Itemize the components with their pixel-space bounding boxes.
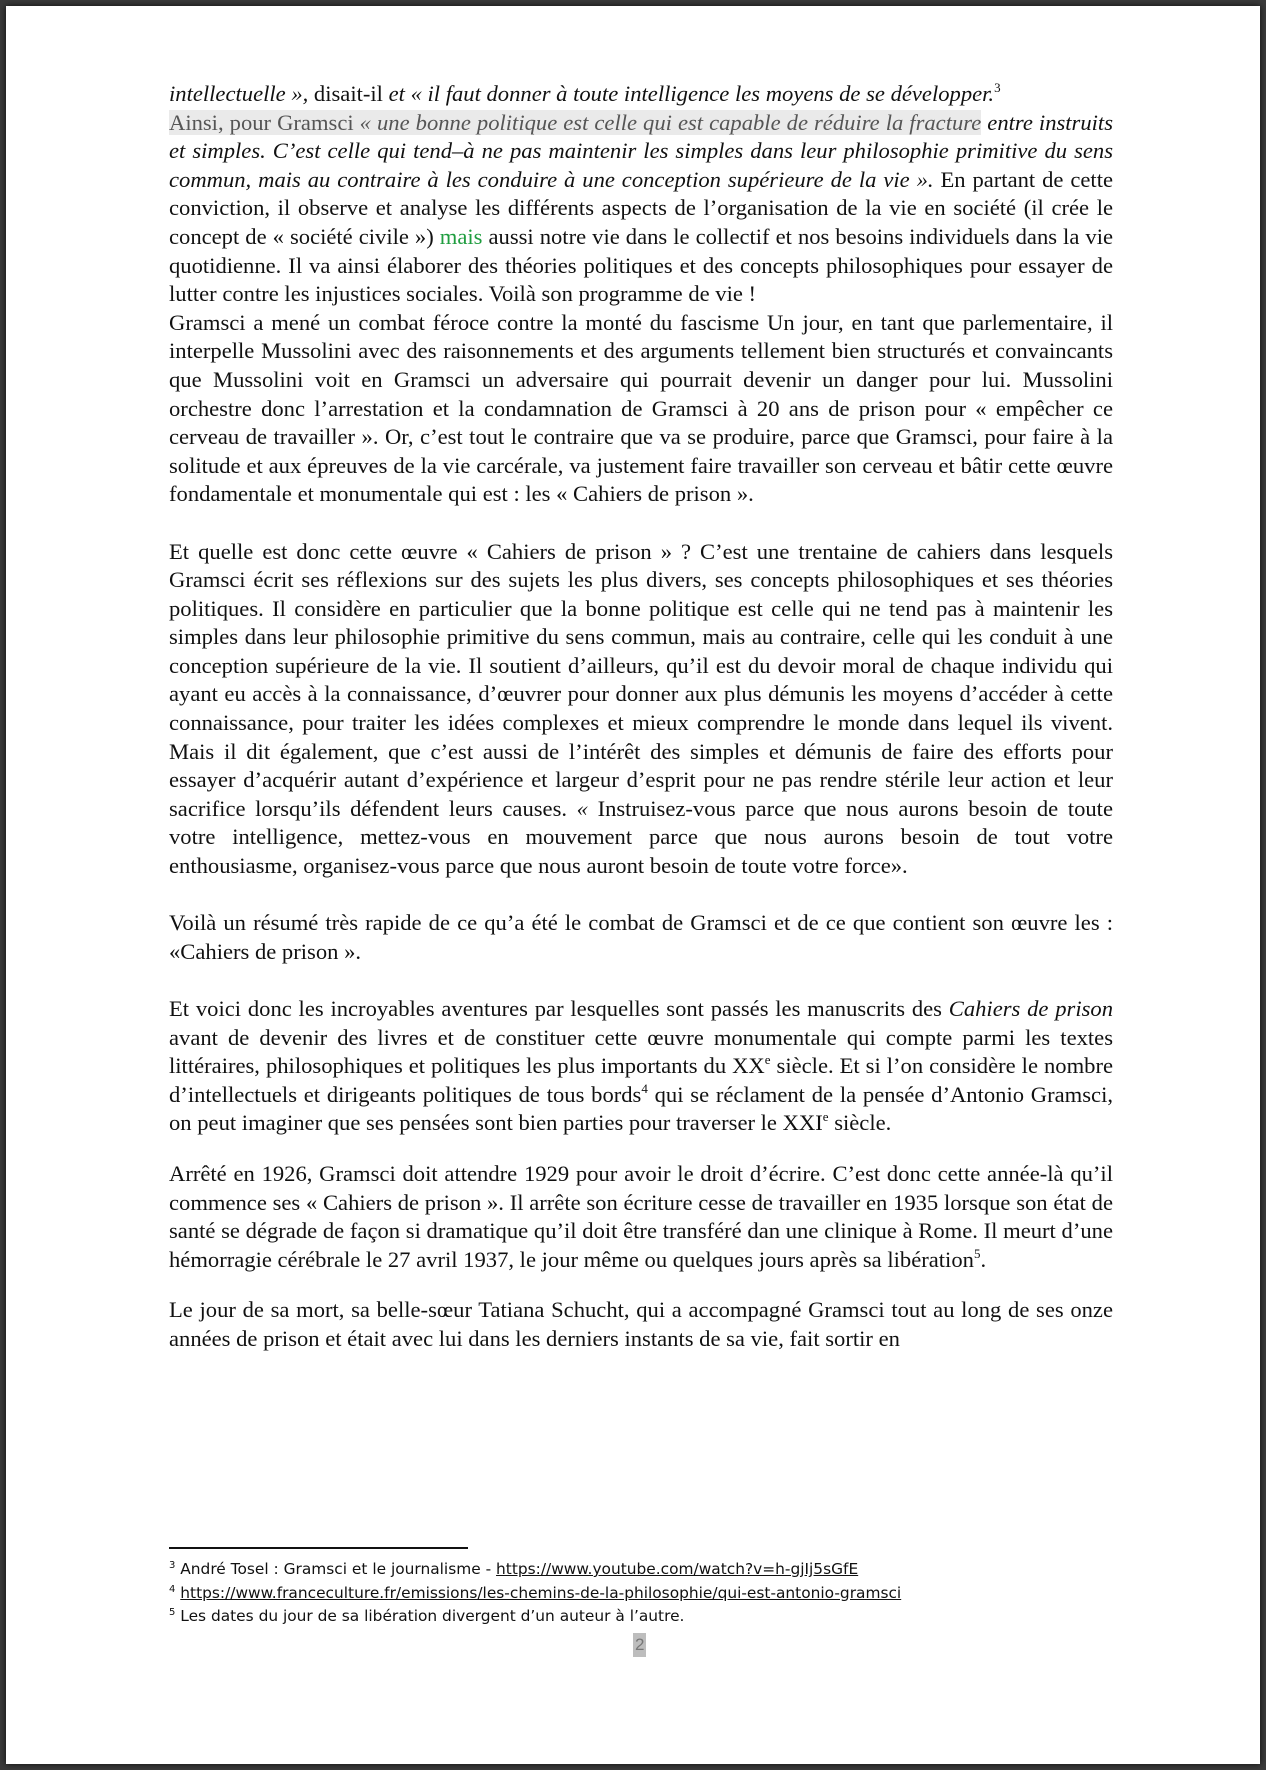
footnotes (169, 1558, 1113, 1629)
text-run: avant de devenir des livres et de constituer cette œuvre monumentale qui compte parmi les textes littéraires, philosophiques et politiques les plus importants du XX (169, 1024, 1113, 1079)
footnote-link[interactable]: https://www.youtube.com/watch?v=h-gjIj5sGfE (496, 1560, 859, 1578)
footnote-number: 4 (169, 1583, 176, 1595)
text-run: siècle. (828, 1110, 892, 1136)
italic-quote: et « il faut donner à toute intelligence les moyens de se développer. (388, 81, 995, 106)
page-number: 2 (633, 1633, 646, 1657)
green-word: mais (439, 223, 483, 249)
footnote-ref-3[interactable]: 3 (994, 80, 1001, 95)
paragraph-3: Gramsci a mené un combat féroce contre la monté du fascisme Un jour, en tant que parlementaire, il interpelle Mussolini avec des raisonnements et des arguments tellement bien structurés et convaincants que Mussolini voit en Gramsci un adversaire qui pourrait devenir un danger pour lui. Mussolini orchestre donc l’arrestation et la condamnation de Gramsci à 20 ans de prison pour « empêcher ce cerveau de travailler ». Or, c’est tout le contraire que va se produire, parce que Gramsci, pour faire à la solitude et aux épreuves de la vie carcérale, va justement faire travailler son cerveau et bâtir cette œuvre fondamentale et monumentale qui est : les « Cahiers de prison ». (169, 309, 1113, 507)
footnote-number: 3 (169, 1560, 176, 1571)
italic-text: intellectuelle », (169, 81, 309, 106)
paragraph-7 (169, 1160, 1113, 1274)
paragraph-8: Le jour de sa mort, sa belle-sœur Tatiana Schucht, qui a accompagné Gramsci tout au long de ses onze années de prison et était avec lui dans les derniers instants de sa vie, fait sortir en (169, 1297, 1113, 1351)
footnote-4 (169, 1582, 1113, 1606)
italic-title: Cahiers de prison (948, 996, 1113, 1021)
text-run: qui se réclament de la pensée d’Antonio Gramsci, on peut imaginer que ses pensées sont bien parties pour traverser le XXI (169, 1081, 1113, 1136)
footnote-ref-5[interactable]: 5 (973, 1245, 981, 1261)
footnote-5 (169, 1605, 1113, 1629)
paragraph-6 (169, 995, 1113, 1138)
text-run: Instruisez-vous parce que nous aurons besoin de toute votre intelligence, mettez-vous en mouvement parce que nous aurons besoin de tout votre enthousiasme, organisez-vous parce que nous auront besoin de toute votre force». (169, 795, 1113, 879)
footnote-link[interactable]: https://www.franceculture.fr/emissions/les-chemins-de-la-philosophie/qui-est-antonio-gramsci (180, 1583, 902, 1602)
text-run: En partant de cette conviction, il observe et analyse les différents aspects de l’organisation de la vie en société (il crée le concept de « société civile ») (169, 166, 1113, 249)
paragraph-1 (169, 80, 1113, 109)
highlighted-quote: « une bonne politique est celle qui est capable de réduire la fracture (359, 109, 982, 135)
footnote-text: Les dates du jour de sa libération divergent d’un auteur à l’autre. (175, 1607, 685, 1625)
italic-quote: entre instruits et simples. C’est celle qui tend–à ne pas maintenir les simples dans leur philosophie primitive du sens commun, mais au contraire à les conduire à une conception supérieure de la vie ». (169, 109, 1113, 192)
paragraph-2 (169, 109, 1113, 309)
text-run: Arrêté en 1926, Gramsci doit attendre 1929 pour avoir le droit d’écrire. C’est donc cette année-là qu’il commence ses « Cahiers de prison ». Il arrête son écriture cesse de travailler en 1935 lorsque son état de santé se dégrade de façon si dramatique qu’il doit être transféré dan une clinique à Rome. Il meurt d’une hémorragie cérébrale le 27 avril 1937, le jour même ou quelques jours après sa libération (169, 1160, 1113, 1272)
document-page (6, 6, 1260, 1764)
paragraph-5: Voilà un résumé très rapide de ce qu’a été le combat de Gramsci et de ce que contient son œuvre les : «Cahiers de prison ». (169, 910, 1113, 964)
footnote-text: André Tosel : Gramsci et le journalisme - (175, 1560, 497, 1578)
paragraph-4 (169, 538, 1113, 881)
superscript: e (822, 1109, 829, 1125)
footnote-separator (169, 1547, 468, 1549)
superscript: e (764, 1052, 771, 1068)
highlighted-selection (169, 110, 981, 135)
footnote-ref-4[interactable]: 4 (641, 1080, 648, 1096)
text-run: disait-il (308, 81, 389, 106)
footnote-3 (169, 1558, 1113, 1582)
italic-quote-mark: « (576, 795, 588, 821)
text-run: Et quelle est donc cette œuvre « Cahiers de prison » ? C’est une trentaine de cahiers dans lesquels Gramsci écrit ses réflexions sur des sujets les plus divers, ses concepts philosophiques et ses théories politiques. Il considère en particulier que la bonne politique est celle qui ne tend pas à maintenir les simples dans leur philosophie primitive du sens commun, mais au contraire, celle qui les conduit à une conception supérieure de la vie. Il soutient d’ailleurs, qu’il est du devoir moral de chaque individu qui ayant eu accès à la connaissance, d’œuvrer pour donner aux plus démunis les moyens d’accéder à cette connaissance, pour traiter les idées complexes et mieux comprendre le monde dans lequel ils vivent. Mais il dit également, que c’est aussi de l’intérêt des simples et démunis de faire des efforts pour essayer d’acquérir autant d’expérience et largeur d’esprit pour ne pas rendre stérile leur action et leur sacrifice lorsqu’ils défendent leurs causes. (169, 538, 1113, 821)
highlighted-text: Ainsi, pour Gramsci (169, 109, 360, 135)
footnote-number: 5 (169, 1607, 176, 1618)
text-run: aussi notre vie dans le collectif et nos besoins individuels dans la vie quotidienne. Il va ainsi élaborer des théories politiques et des concepts philosophiques pour essayer de lutter contre les injustices sociales. Voilà son programme de vie ! (169, 223, 1113, 307)
text-run: siècle. Et si l’on considère le nombre d’intellectuels et dirigeants politiques de tous bords (169, 1053, 1113, 1107)
text-run: . (980, 1246, 987, 1272)
text-run: Et voici donc les incroyables aventures par lesquelles sont passés les manuscrits des (169, 996, 949, 1021)
document-body (169, 80, 1113, 1354)
